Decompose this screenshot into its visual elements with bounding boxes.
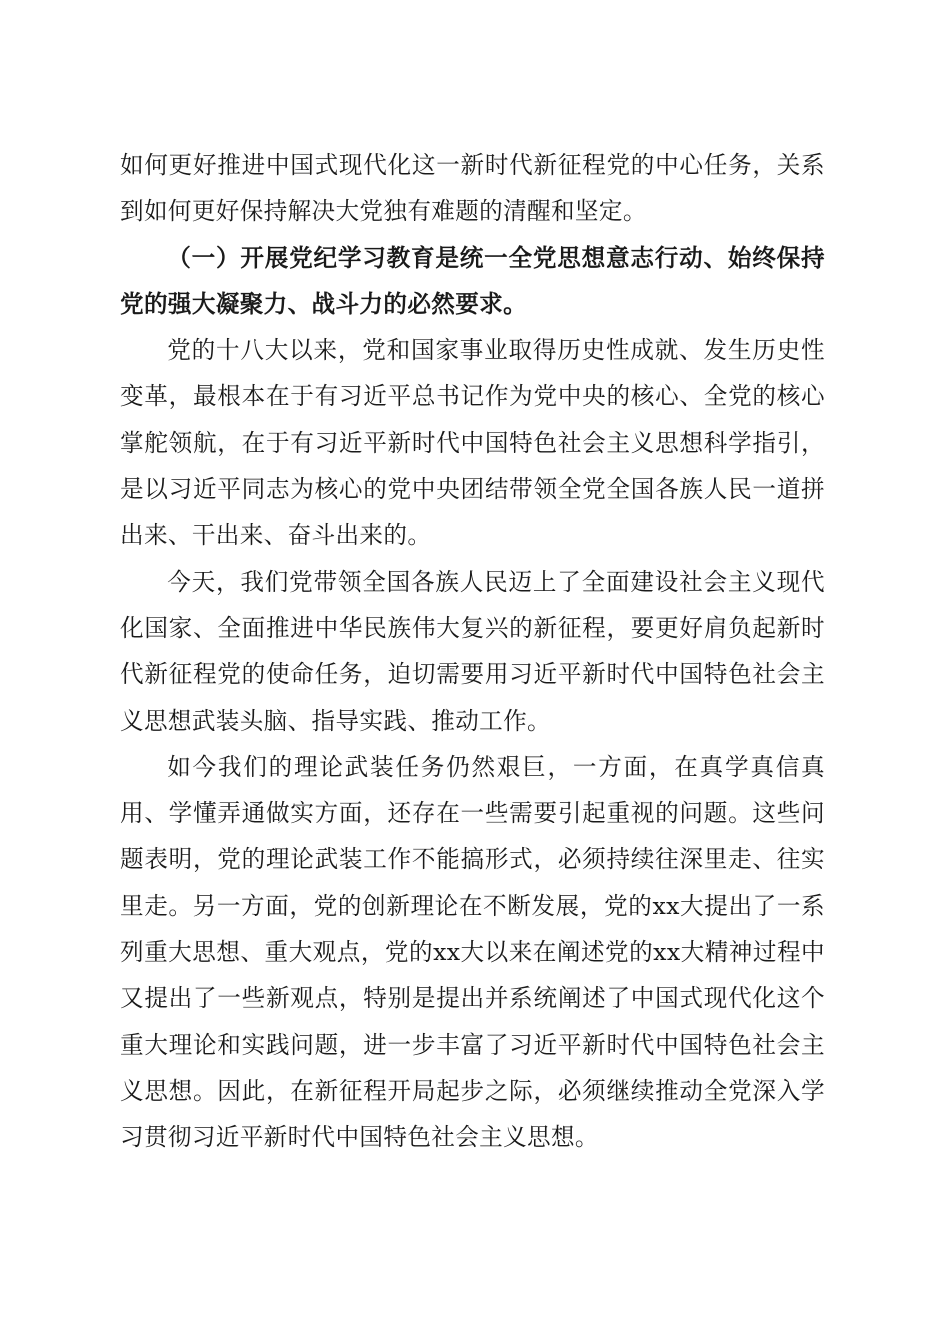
paragraph-continuation: 如何更好推进中国式现代化这一新时代新征程党的中心任务，关系到如何更好保持解决大党独有难题的清醒和坚定。 — [120, 151, 825, 226]
paragraph: 如今我们的理论武装任务仍然艰巨，一方面，在真学真信真用、学懂弄通做实方面，还存在一些需要引起重视的问题。这些问题表明，党的理论武装工作不能搞形式，必须持续往深里走、往实里走。另一方面，党的创新理论在不断发展，党的xx大提出了一系列重大思想、重大观点，党的xx大以来在阐述党的xx大精神过程中又提出了一些新观点，特别是提出并系统阐述了中国式现代化这个重大理论和实践问题，进一步丰富了习近平新时代中国特色社会主义思想。因此，在新征程开局起步之际，必须继续推动全党深入学习贯彻习近平新时代中国特色社会主义思想。 — [120, 752, 825, 1152]
paragraph: 党的十八大以来，党和国家事业取得历史性成就、发生历史性变革，最根本在于有习近平总书记作为党中央的核心、全党的核心掌舵领航，在于有习近平新时代中国特色社会主义思想科学指引，是以习近平同志为核心的党中央团结带领全党全国各族人民一道拼出来、干出来、奋斗出来的。 — [120, 336, 825, 550]
section-heading: （一）开展党纪学习教育是统一全党思想意志行动、始终保持党的强大凝聚力、战斗力的必然要求。 — [120, 243, 825, 318]
paragraph: 今天，我们党带领全国各族人民迈上了全面建设社会主义现代化国家、全面推进中华民族伟大复兴的新征程，要更好肩负起新时代新征程党的使命任务，迫切需要用习近平新时代中国特色社会主义思想武装头脑、指导实践、推动工作。 — [120, 567, 825, 735]
document-body — [120, 142, 825, 1161]
